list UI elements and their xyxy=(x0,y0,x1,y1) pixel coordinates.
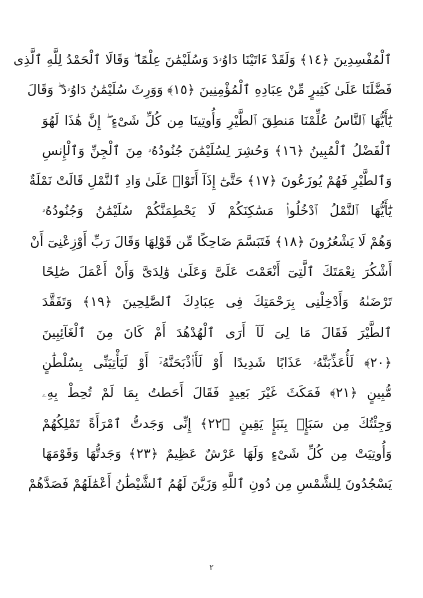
text-line: مُّبِينٍ ﴿٢١﴾ فَمَكَثَ غَيْرَ بَعِيدٍ فَقَالَ أَحَطتُ بِمَا لَمْ تُحِطْ بِهِۦ xyxy=(42,386,392,402)
text-line: تَرْضَىٰهُ وَأَدْخِلْنِى بِرَحْمَتِكَ فِى عِبَادِكَ ٱلصَّٰلِحِينَ ﴿١٩﴾ وَتَفَقَّدَ xyxy=(42,295,392,311)
text-line: وَجِئْتُكَ مِن سَبَإٍۭ بِنَبَإٍ يَقِينٍ ﴿٢٢﴾ إِنِّى وَجَدتُّ ٱمْرَأَةً تَمْلِكُهُمْ xyxy=(42,416,392,432)
text-line: ٱلطَّيْرَ فَقَالَ مَا لِىَ لَآ أَرَى ٱلْهُدْهُدَ أَمْ كَانَ مِنَ ٱلْغَآئِبِينَ xyxy=(42,325,392,341)
text-line: يَسْجُدُونَ لِلشَّمْسِ مِن دُونِ ٱللَّهِ وَزَيَّنَ لَهُمُ ٱلشَّيْطَٰنُ أَعْمَٰلَهُمْ فَصَدَّهُمْ xyxy=(28,477,392,493)
text-line: يَٰٓأَيُّهَا ٱلنَّاسُ عُلِّمْنَا مَنطِقَ ٱلطَّيْرِ وَأُوتِينَا مِن كُلِّ شَىْءٍ ۖ إِنَّ هَٰذَا لَهُوَ xyxy=(42,113,392,129)
text-line: فَضَّلَنَا عَلَىٰ كَثِيرٍ مِّنْ عِبَادِهِ ٱلْمُؤْمِنِينَ ﴿١٥﴾ وَوَرِثَ سُلَيْمَٰنُ دَاوُۥدَ ۖ وَقَالَ xyxy=(27,83,392,99)
text-line: يَٰٓأَيُّهَا ٱلنَّمْلُ ٱدْخُلُوا۟ مَسَٰكِنَكُمْ لَا يَحْطِمَنَّكُمْ سُلَيْمَٰنُ وَجُنُودُهُۥ xyxy=(42,204,392,220)
page-number: ٢ xyxy=(209,563,214,572)
text-line: وَٱلطَّيْرِ فَهُمْ يُوزَعُونَ ﴿١٧﴾ حَتَّىٰٓ إِذَآ أَتَوْا۟ عَلَىٰ وَادِ ٱلنَّمْلِ قَالَتْ نَمْلَةٌ xyxy=(29,174,392,190)
text-line: وَهُمْ لَا يَشْعُرُونَ ﴿١٨﴾ فَتَبَسَّمَ ضَاحِكًا مِّن قَوْلِهَا وَقَالَ رَبِّ أَوْزِعْنِىٓ أَنْ xyxy=(30,234,392,250)
quran-text-block xyxy=(13,46,392,500)
text-line: ﴿٢٠﴾ لَأُعَذِّبَنَّهُۥ عَذَابًا شَدِيدًا أَوْ لَأَا۟ذْبَحَنَّهُۥٓ أَوْ لَيَأْتِيَنِّى بِسُلْطَٰنٍ xyxy=(42,355,392,371)
text-line: وَأُوتِيَتْ مِن كُلِّ شَىْءٍ وَلَهَا عَرْشٌ عَظِيمٌ ﴿٢٣﴾ وَجَدتُّهَا وَقَوْمَهَا xyxy=(42,446,392,462)
text-line: أَشْكُرَ نِعْمَتَكَ ٱلَّتِىٓ أَنْعَمْتَ عَلَىَّ وَعَلَىٰ وَٰلِدَىَّ وَأَنْ أَعْمَلَ صَٰلِحًا xyxy=(42,265,392,281)
text-line: ٱلْمُفْسِدِينَ ﴿١٤﴾ وَلَقَدْ ءَاتَيْنَا دَاوُۥدَ وَسُلَيْمَٰنَ عِلْمًا ۖ وَقَالَا ٱلْحَمْدُ لِلَّهِ ٱلَّذِى xyxy=(13,53,392,68)
text-line: ٱلْفَضْلُ ٱلْمُبِينُ ﴿١٦﴾ وَحُشِرَ لِسُلَيْمَٰنَ جُنُودُهُۥ مِنَ ٱلْجِنِّ وَٱلْإِنسِ xyxy=(42,143,392,159)
